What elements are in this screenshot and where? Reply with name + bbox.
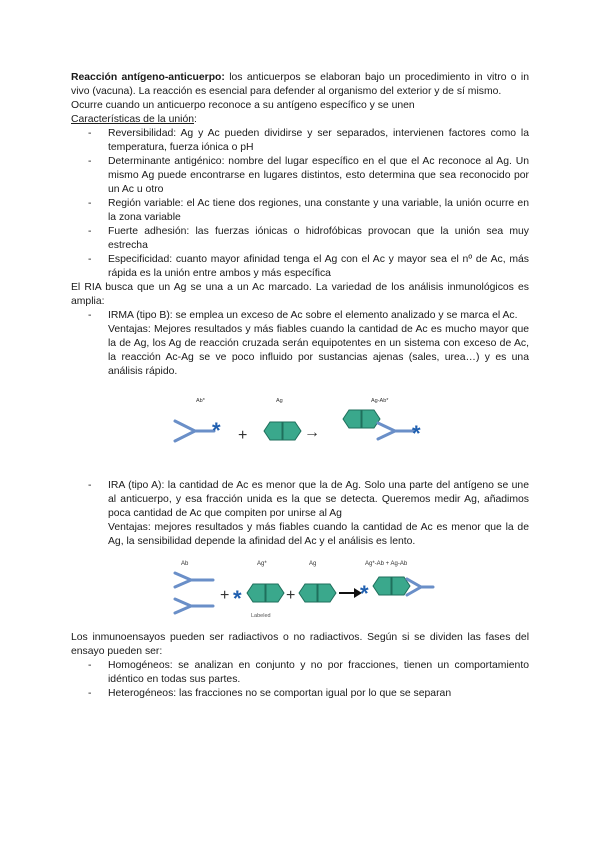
intro-line: Ocurre cuando un anticuerpo reconoce a su antígeno específico y se unen	[71, 100, 415, 111]
label-ag-star: Ag*	[257, 561, 267, 567]
antibody-bound-icon	[407, 579, 433, 595]
label-ag-ab-star: Ag-Ab*	[371, 398, 389, 404]
assays-list	[71, 659, 529, 701]
irma-diagram	[71, 379, 529, 479]
ira-list	[71, 479, 529, 549]
label-ab-star: Ab*	[196, 398, 205, 404]
irma-advantages: Ventajas: Mejores resultados y más fiables cuando la cantidad de Ac es mucho mayor que la de Ag, los Ag de reacción cruzada serán equipotentes en un sistema con exceso de Ac, la reacción Ac-Ag se ve poco influido por sustancias ajenas (sales, urea…) y es una análisis rápido.	[108, 324, 529, 377]
antibody-icon	[175, 421, 214, 441]
label-ab: Ab	[181, 561, 189, 567]
star-icon: *	[212, 418, 221, 443]
list-item	[88, 479, 529, 549]
assays-paragraph: Los inmunoensayos pueden ser radiactivos o no radiactivos. Según si se dividen las fases del ensayo pueden ser:	[71, 632, 529, 657]
list-item	[88, 309, 529, 379]
antigen-icon	[299, 584, 336, 602]
irma-figure	[71, 379, 529, 479]
irma-list	[71, 309, 529, 379]
section-heading-line	[71, 113, 529, 127]
antibody-bound-icon	[378, 423, 413, 439]
intro-text: los anticuerpos se elaboran bajo un procedimiento in vitro o in vivo (vacuna). La reacción es esencial para defender al organismo del exterior y de sí mismo.	[71, 72, 529, 97]
ira-advantages: Ventajas: mejores resultados y más fiables cuando la cantidad de Ac es menor que la de Ag, la sensibilidad depende la afinidad del Ac y el análisis es lento.	[108, 522, 529, 547]
ira-diagram	[71, 549, 529, 631]
intro-title: Reacción antígeno-anticuerpo:	[71, 72, 225, 83]
antibody-icon	[175, 573, 213, 613]
characteristics-list	[71, 127, 529, 281]
intro-paragraph	[71, 71, 529, 99]
antigen-bound-icon	[343, 410, 380, 428]
list-item: - Región variable: el Ac tiene dos regiones, una constante y una variable, la unión ocurre en la zona variable	[88, 197, 529, 225]
ira-title: - IRA (tipo A): la cantidad de Ac es menor que la de Ag. Solo una parte del antígeno se une al anticuerpo, y esa fracción unida es la que se detecta. Queremos medir Ag, añadimos poca cantidad de Ac que compiten por unirse al Ag	[108, 480, 529, 519]
antigen-labeled-icon	[247, 584, 284, 602]
label-result: Ag*-Ab + Ag-Ab	[365, 561, 408, 567]
label-ag: Ag	[276, 398, 283, 404]
plus-sign: +	[238, 427, 248, 444]
arrow-icon	[339, 588, 362, 598]
arrow-icon: →	[304, 424, 320, 441]
plus-sign: +	[286, 587, 296, 604]
section-colon: :	[194, 114, 197, 125]
list-item: - Homogéneos: se analizan en conjunto y no por fracciones, tienen un comportamiento idéntico en todas sus partes.	[88, 659, 529, 687]
star-icon: *	[360, 581, 369, 606]
list-item: - Reversibilidad: Ag y Ac pueden dividirse y ser separados, intervienen factores como la temperatura, fuerza iónica o pH	[88, 127, 529, 155]
list-item: - Fuerte adhesión: las fuerzas iónicas o hidrofóbicas provocan que la unión sea muy estrecha	[88, 225, 529, 253]
plus-sign: +	[220, 587, 230, 604]
section-heading: Características de la unión	[71, 114, 195, 125]
list-item: - Heterogéneos: las fracciones no se comportan igual por lo que se separan	[88, 687, 529, 701]
antigen-bound-icon	[373, 577, 410, 595]
list-item: - Determinante antigénico: nombre del lugar específico en el que el Ac reconoce al Ag. Un mismo Ag puede encontrarse en lugares distintos, esto determina que sea reconocido por un Ac u otro	[88, 155, 529, 197]
document-page	[71, 71, 529, 701]
label-ag: Ag	[309, 561, 317, 567]
list-item: - Especificidad: cuanto mayor afinidad tenga el Ag con el Ac y mayor sea el nº de Ac, más rápida es la unión entre ambos y más específica	[88, 253, 529, 281]
star-icon: *	[412, 421, 421, 446]
antigen-icon	[264, 422, 301, 440]
ria-paragraph: El RIA busca que un Ag se una a un Ac marcado. La variedad de los análisis inmunológicos es amplia:	[71, 282, 529, 307]
label-labeled: Labeled	[251, 613, 271, 619]
irma-title: - IRMA (tipo B): se emplea un exceso de Ac sobre el elemento analizado y se marca el Ac.	[108, 310, 518, 321]
star-icon: *	[233, 586, 242, 611]
ira-figure	[71, 549, 529, 631]
